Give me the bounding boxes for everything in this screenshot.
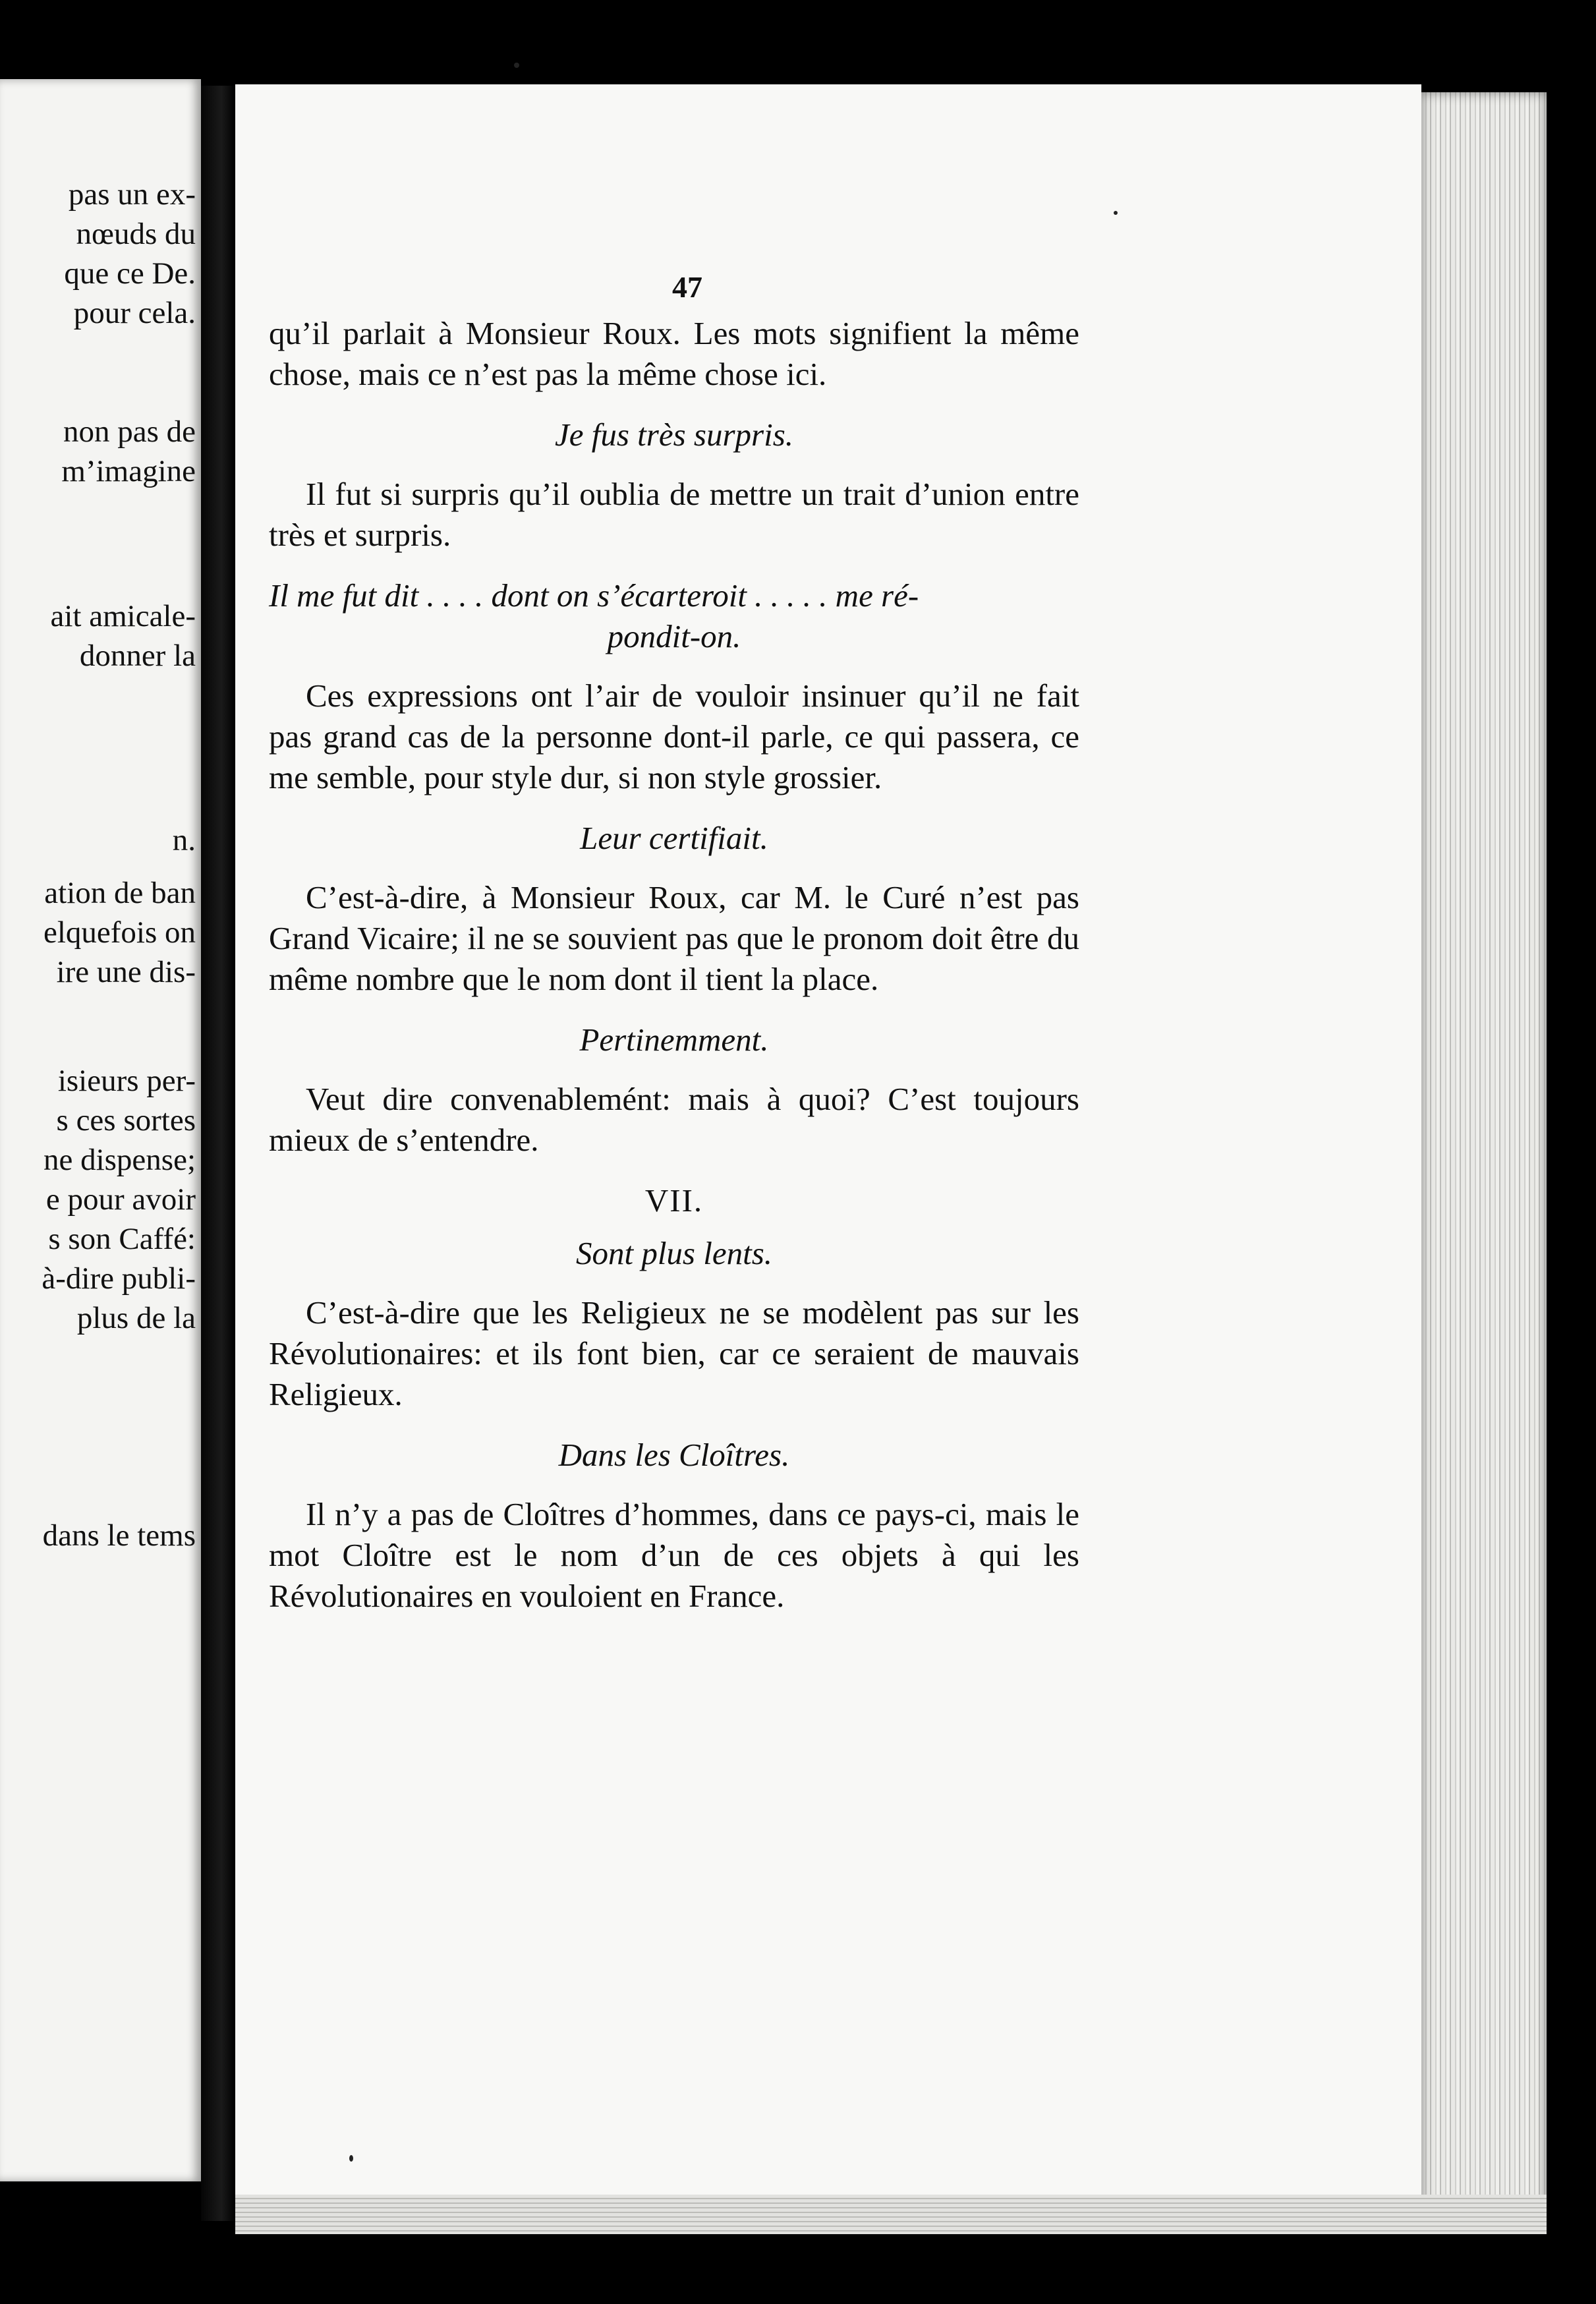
left-page-line: e pour avoir [45,1182,196,1217]
paragraph: C’est-à-dire que les Religieux ne se modèlent pas sur les Révolutionaires: et ils font bien, car ce seraient de mauvais Religieux. [269,1294,1079,1412]
quoted-phrase-heading: Dans les Cloîtres. [558,1437,790,1473]
paragraph: Il n’y a pas de Cloîtres d’hommes, dans ce pays-ci, mais le mot Cloître est le nom d’un de ces objets à qui les Révolutionaires en vouloient en France. [269,1496,1079,1614]
paragraph: C’est-à-dire, à Monsieur Roux, car M. le Curé n’est pas Grand Vicaire; il ne se souvient pas que le pronom doit être du même nombre que le nom dont il tient la place. [269,879,1079,997]
left-page-line: s ces sortes [56,1103,196,1138]
left-page-line: nœuds du [76,217,196,251]
left-page-line: elquefois on [43,915,196,950]
page-text [269,267,1079,1636]
page-edges-bottom [235,2195,1547,2234]
quoted-phrase-heading: Sont plus lents. [575,1235,773,1271]
left-page-line: m’imagine [61,454,196,488]
left-page-line: ait amicale- [50,599,196,633]
paragraph: Ces expressions ont l’air de vouloir insinuer qu’il ne fait pas grand cas de la personne dont-il parle, ce qui passera, ce me semble, pour style dur, si non style grossier. [269,677,1079,795]
left-page-line: ation de ban [44,876,196,910]
section-number: VII. [644,1182,704,1219]
left-page-line: pour cela. [73,296,196,330]
left-page-line: que ce De. [64,256,196,291]
left-page-line: ne dispense; [43,1143,196,1177]
quoted-phrase-heading: Leur certifiait. [580,820,768,856]
left-page-line: ire une dis- [56,955,196,989]
left-page-line: dans le tems [42,1518,196,1553]
heading-line: pondit-on. [607,618,741,654]
left-page-line: à-dire publi- [42,1261,196,1296]
left-page-line: isieurs per- [57,1064,196,1098]
page-edges-right [1421,92,1547,2221]
heading-line: Il me fut dit . . . . dont on s’écarteroit . . . . . me ré- [269,577,919,614]
book-binding-gutter [201,86,235,2221]
left-page-line: non pas de [63,415,196,449]
quoted-phrase-heading: Pertinemment. [579,1022,769,1058]
scan-speck [514,63,519,68]
quoted-phrase-heading [269,575,1079,657]
left-page-line: plus de la [76,1301,196,1335]
previous-page-fragment [0,79,201,2181]
left-page-line: donner la [79,639,196,673]
page-number: 47 [672,270,702,304]
paragraph: Veut dire convenablemént: mais à quoi? C’est toujours mieux de s’entendre. [269,1081,1079,1158]
scan-speck [349,2155,353,2162]
paragraph: Il fut si surpris qu’il oublia de mettre un trait d’union entre très et surpris. [269,476,1079,553]
quoted-phrase-heading: Je fus très surpris. [554,417,794,453]
left-page-line: s son Caffé: [48,1222,196,1256]
left-page-line: n. [172,823,196,857]
scan-speck [1114,211,1118,215]
left-page-line: pas un ex- [68,177,196,212]
paragraph: qu’il parlait à Monsieur Roux. Les mots signifient la même chose, mais ce n’est pas la même chose ici. [269,315,1079,392]
